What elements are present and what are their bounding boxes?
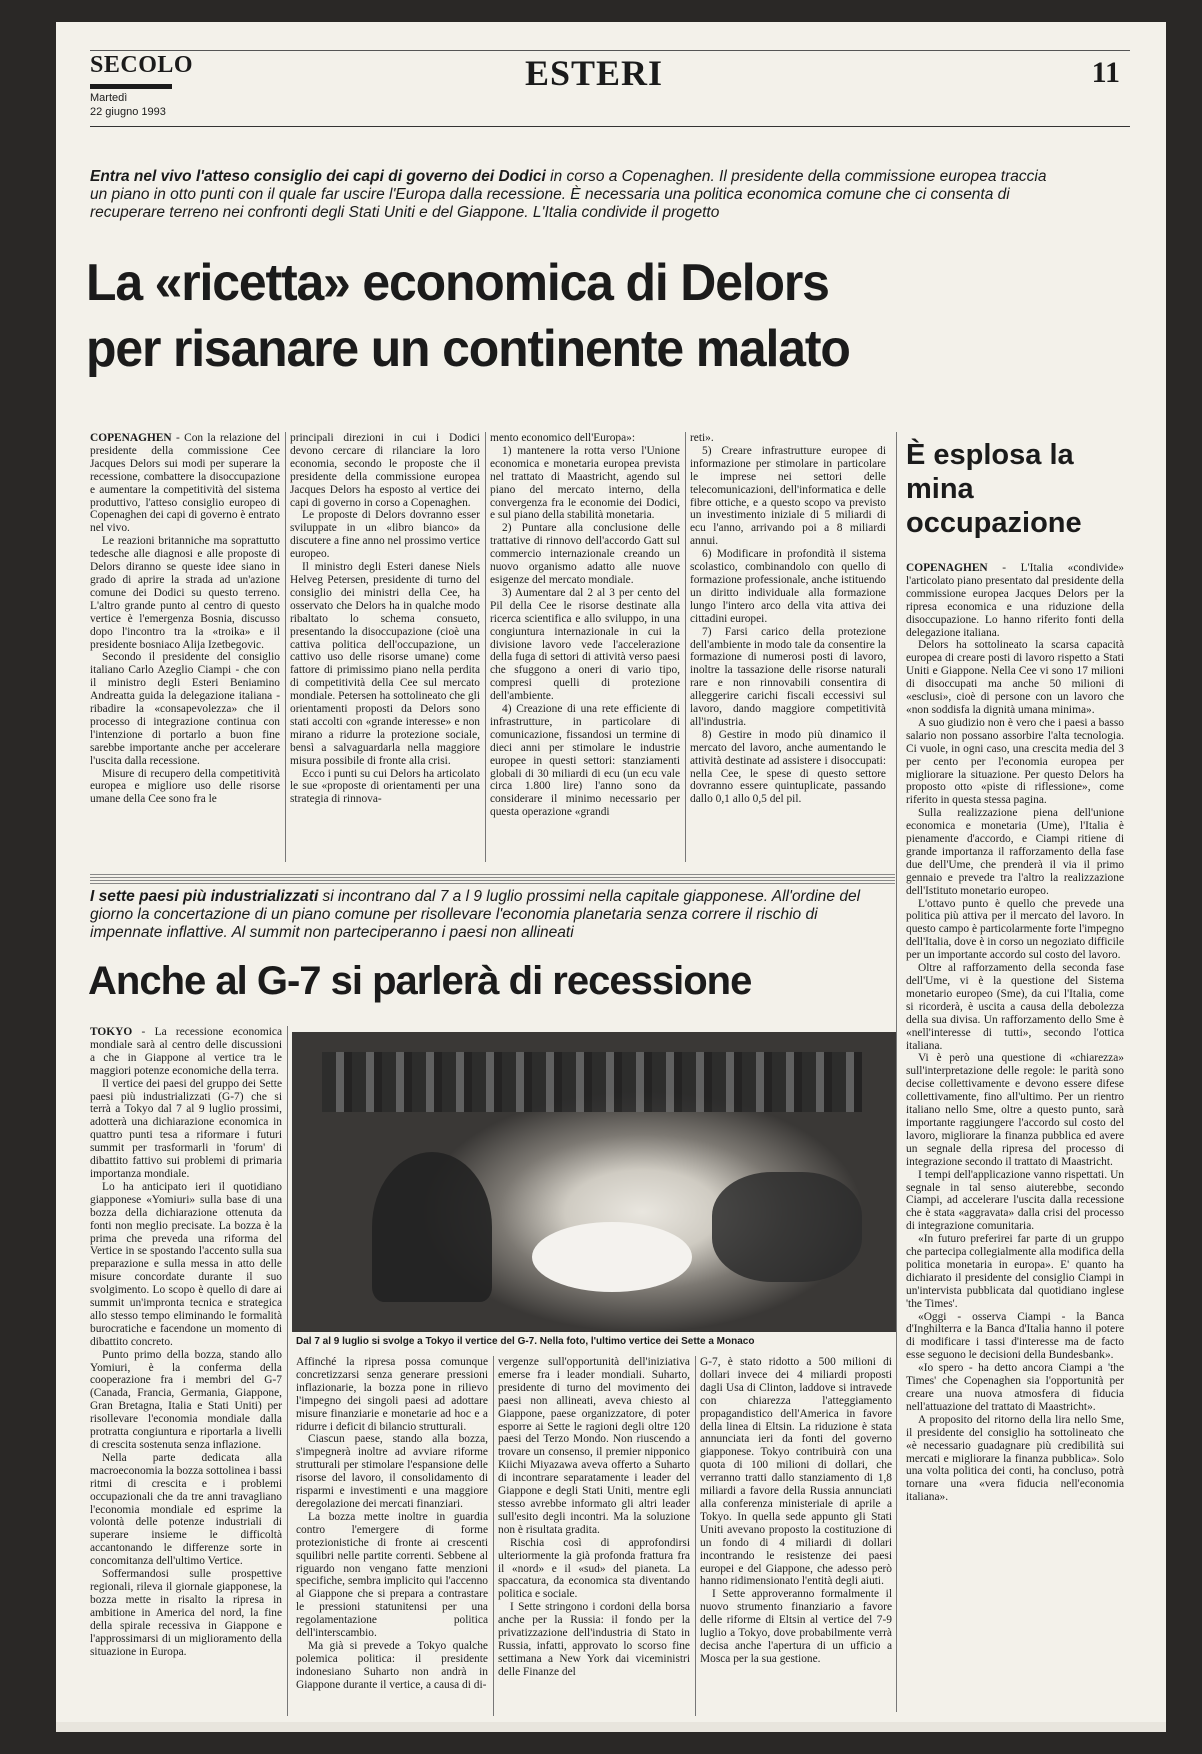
article1-col3-p4: 3) Aumentare dal 2 al 3 per cento del Pil della Cee le risorse destinate alla ricerca scientifica e allo sviluppo, in una congiuntura internazionale in cui la divisione lavoro vede l'accelerazione della fuga di settori di attività verso paesi che sfuggono a oneri di vario tipo, compresi quelli di protezione dell'ambiente. bbox=[490, 586, 680, 703]
article1-col1-p1 bbox=[90, 432, 280, 535]
article1-column-2 bbox=[290, 432, 480, 862]
sidebar-p10: «Oggi - osserva Ciampi - la Banca d'Inghilterra e la Banca d'Italia hanno il potere di modificare i tassi d'interesse ma de facto esse seguono le decisioni della Bundesbank». bbox=[906, 1310, 1124, 1362]
column-rule bbox=[685, 432, 686, 862]
sidebar-p6: Oltre al rafforzamento della seconda fase dell'Ume, vi è la questione del Sistema monetario europeo (Sme), da cui l'Italia, come si ricorderà, è uscita a causa della debolezza della sua divisa. Un rafforzamento dello Sme è «nell'interesse di tutti», secondo l'ottica italiana. bbox=[906, 962, 1124, 1052]
article2-col1-p1 bbox=[90, 1026, 282, 1078]
dateline: TOKYO bbox=[90, 1026, 133, 1038]
sidebar-column bbox=[906, 562, 1124, 1712]
article1-col4-p4: 7) Farsi carico della protezione dell'ambiente in modo tale da consentire la formazione di numerosi posti di lavoro, inoltre la tassazione delle risorse naturali rare e non rinnovabili consentira di alleggerire carichi fiscali eccessivi sul lavoro, dando maggiore competitività all'industria. bbox=[690, 625, 886, 728]
article1-col3-p3: 2) Puntare alla conclusione delle trattative di rinnovo dell'accordo Gatt sul commercio internazionale creando un nuovo organismo adatto alle nuove esigenze del mercato mondiale. bbox=[490, 522, 680, 586]
article2-col2-p1: Affinché la ripresa possa comunque concretizzarsi senza generare pressioni inflazionarie, la bozza pone in rilievo l'impegno dei singoli paesi ad adottare misure finanziarie e monetarie ad hoc e a ridurre i deficit di bilancio strutturali. bbox=[296, 1356, 488, 1433]
newspaper-page bbox=[56, 22, 1166, 1732]
article2-column-4 bbox=[700, 1356, 892, 1716]
article2-column-3 bbox=[498, 1356, 690, 1716]
sidebar-p5: L'ottavo punto è quello che prevede una politica più attiva per il mercato del lavoro. In questo campo è particolarmente forte l'impegno dell'Italia, dove è in corso un negoziato difficile per un importante accordo sul costo del lavoro. bbox=[906, 897, 1124, 962]
article2-col2-p2: Ciascun paese, stando alla bozza, s'impegnerà inoltre ad avviare riforme strutturali per stimolare l'espansione delle risorse del lavoro, il consolidamento di risparmi e investimenti e una maggiore deregolazione dei mercati finanziari. bbox=[296, 1433, 488, 1510]
article1-column-1 bbox=[90, 432, 280, 862]
article1-col4-p5: 8) Gestire in modo più dinamico il mercato del lavoro, anche aumentando le attività destinate ad assistere i disoccupati: nella Cee, le spese di questo settore dovranno essere quintuplicate, passando dallo 0,1 allo 0,5 del pil. bbox=[690, 728, 886, 806]
sidebar-p8: I tempi dell'applicazione vanno rispettati. Un segnale in tal senso aiuterebbe, secondo Ciampi, ad accelerare l'uscita dalla recessione che è stata «aggravata» dalla crisi del processo di integrazione comunitaria. bbox=[906, 1168, 1124, 1233]
column-rule bbox=[485, 432, 486, 862]
article1-col3-p2: 1) mantenere la rotta verso l'Unione economica e monetaria europea prevista nel trattato di Maastricht, agendo sul piano del mercato interno, della convergenza fra le economie dei Dodici, e sul piano della stabilità monetaria. bbox=[490, 444, 680, 522]
article1-col4-p3: 6) Modificare in profondità il sistema scolastico, combinandolo con quello di formazione professionale, anche istituendo un diritto individuale alla formazione lungo l'intero arco della vita attiva dei cittadini europei. bbox=[690, 548, 886, 625]
sidebar-p11: «Io spero - ha detto ancora Ciampi a 'the Times' che Copenaghen sia l'opportunità per creare una nuova atmosfera di fiducia nell'attuazione del trattato di Maastricht». bbox=[906, 1362, 1124, 1413]
article1-column-3 bbox=[490, 432, 680, 862]
article1-headline-line1: La «ricetta» economica di Delors bbox=[86, 254, 829, 312]
article2-col4-p1: G-7, è stato ridotto a 500 milioni di dollari invece dei 4 miliardi proposti dagli Usa di Clinton, laddove si intravede con chiarezza l'atteggiamento propagandistico dell'America in favore della linea di Eltsin. La riduzione è stata annunciata ieri da fonti del governo giapponese. Tokyo contribuirà con una quota di 100 milioni di dollari, che verranno tratti dallo stanziamento di 1,8 miliardi a favore della Russia annunciati alla conferenza ministeriale di aprile a Tokyo. In quella sede appunto gli Stati Uniti avevano proposto la costituzione di un fondo di 4 miliardi di dollari incontrando le resistenze dei paesi europei e del Giappone, che adesso però hanno ridimensionato l'entità degli aiuti. bbox=[700, 1356, 892, 1588]
article1-col1-p2: Le reazioni britanniche ma soprattutto tedesche alle diagnosi e alle proposte di Delors diranno se queste idee siano in grado di aprire la strada ad un'azione comune dei Dodici su questo terreno. L'altro grande punto al centro di questo vertice è l'emergenza Bosnia, discusso dopo l'incontro tra la «troika» e il presidente bosniaco Alija Izetbegovic. bbox=[90, 535, 280, 651]
article2-col2-p4: Ma già si prevede a Tokyo qualche polemica politica: il presidente indonesiano Suharto non andrà in Giappone durante il vertice, a causa di di- bbox=[296, 1639, 488, 1691]
article1-col4-p2: 5) Creare infrastrutture europee di informazione per stimolare in particolare le imprese nei settori delle telecomunicazioni, dell'informatica e delle fibre ottiche, e a questo scopo va previsto un investimento iniziale di 5 miliardi di ecu l'anno, arrivando poi a 8 miliardi annui. bbox=[690, 444, 886, 548]
article1-kicker bbox=[90, 168, 1050, 222]
column-rule bbox=[896, 432, 897, 1712]
issue-date: 22 giugno 1993 bbox=[90, 106, 166, 118]
column-rule bbox=[285, 432, 286, 862]
article1-col2-p2: Le proposte di Delors dovranno esser sviluppate in un «libro bianco» da discutere a fine anno nel prossimo vertice europeo. bbox=[290, 509, 480, 561]
photo-background-figures bbox=[322, 1052, 862, 1112]
paper-name: SECOLO bbox=[90, 52, 194, 78]
article1-kicker-bold: Entra nel vivo l'atteso consiglio dei capi di governo dei Dodici bbox=[90, 168, 546, 185]
dateline: COPENAGHEN bbox=[906, 562, 988, 574]
sidebar-p7: Vi è però una questione di «chiarezza» sull'interpretazione delle regole: le parità sono decise collettivamente e devono essere difese collettivamente, fino all'ultimo. Per un rientro italiano nello Sme, oltre a questo punto, sarà importante raggiungere l'accordo sul costo del lavoro, migliorare la finanza pubblica ed avere un segnale della ripresa del processo di integrazione secondo il trattato di Maastricht. bbox=[906, 1052, 1124, 1168]
article2-col1-p5: Nella parte dedicata alla macroeconomia la bozza sottolinea i bassi ritmi di crescita e i problemi occupazionali che da tre anni travagliano l'economia mondiale ed esprime la volontà delle potenze industriali di superare insieme le difficoltà accantonando le differenze sorte in concomitanza dell'ultimo Vertice. bbox=[90, 1451, 282, 1568]
masthead-rule bbox=[90, 126, 1130, 127]
article2-col1-p1-text: - La recessione economica mondiale sarà al centro delle discussioni a che in Giappone al vertice tra le maggiori potenze economiche della terra. bbox=[90, 1026, 282, 1077]
article1-col4-p1: reti». bbox=[690, 432, 714, 444]
article1-col3-p5: 4) Creazione di una rete efficiente di infrastrutture, in particolare di comunicazione, fissandosi un termine di dieci anni per stimolare le industrie europee in questi settori: stanziamenti globali di 30 miliardi di ecu (un ecu vale circa 1.800 lire) l'anno sono da considerare il minimo necessario per questa operazione «grandi bbox=[490, 703, 680, 819]
top-rule bbox=[90, 50, 1130, 51]
masthead bbox=[90, 52, 1130, 132]
article2-column-2 bbox=[296, 1356, 488, 1716]
article2-headline: Anche al G-7 si parlerà di recessione bbox=[88, 959, 752, 1003]
article2-col3-p2: Rischia così di approfondirsi ulteriormente la già profonda frattura fra il «nord» e il «sud» del pianeta. La spaccatura, da economica sta diventando politica e sociale. bbox=[498, 1536, 690, 1601]
article1-col1-p1-text: - Con la relazione del presidente della commissione Cee Jacques Delors sui modi per superare la recessione, combattere la disoccupazione e aumentare la competitività del sistema produttivo, l'atteso consiglio europeo di Copenaghen dei capi di governo è entrato nel vivo. bbox=[90, 432, 280, 535]
paper-name-bar bbox=[90, 84, 172, 89]
sidebar-p3: A suo giudizio non è vero che i paesi a basso salario non possano assorbire l'alta tecnologia. Ci vuole, in ogni caso, una crescita media del 3 per cento per l'economia europea per migliorare la situazione. Per questo Delors ha proposto otto «piste di riflessione», come riferito in questa stessa pagina. bbox=[906, 716, 1124, 807]
photo-figure-left bbox=[372, 1152, 492, 1302]
photo-caption: Dal 7 al 9 luglio si svolge a Tokyo il vertice del G-7. Nella foto, l'ultimo vertice dei Sette a Monaco bbox=[296, 1336, 755, 1347]
g7-summit-photo bbox=[292, 1032, 896, 1332]
page-number: 11 bbox=[1091, 56, 1120, 89]
article1-column-4 bbox=[690, 432, 886, 862]
dateline: COPENAGHEN bbox=[90, 432, 172, 444]
article1-col2-p1: principali direzioni in cui i Dodici devono cercare di rilanciare la loro economia, secondo le proposte che il presidente della commissione europea Jacques Delors ha esposto al vertice dei capi di governo in corso a Copenaghen. bbox=[290, 432, 480, 509]
sidebar-p12: A proposito del ritorno della lira nello Sme, il presidente del consiglio ha sottolineato che «è necessario guadagnare più credibilità sui mercati e migliorare la finanza pubblica». Solo una volta politica dei conti, ha concluso, potrà tornare una «vera fiducia nell'economia italiana». bbox=[906, 1413, 1124, 1504]
article2-column-1 bbox=[90, 1026, 282, 1716]
sidebar-p2: Delors ha sottolineato la scarsa capacità europea di creare posti di lavoro rispetto a Stati Uniti e Giappone. Nella Cee vi sono 17 milioni di disoccupati ma anche 50 milioni di «esclusi», cioè di persone con un lavoro che «non soddisfa la dignità umana minima». bbox=[906, 639, 1124, 716]
article2-col2-p3: La bozza mette inoltre in guardia contro l'emergere di forme protezionistiche di fronte ai crescenti squilibri nelle partite correnti. Sebbene al riguardo non vengano fatte menzioni specifiche, sembra implicito qui l'accenno al Giappone che si prepara a contrastare le pressioni statunitensi per una regolamentazione politica dell'interscambio. bbox=[296, 1510, 488, 1640]
sidebar-p1 bbox=[906, 562, 1124, 639]
article2-col1-p6: Soffermandosi sulle prospettive regionali, rileva il giornale giapponese, la bozza mette in risalto la ripresa in ambitione in America del nord, la fine della spirale recessiva in Giappone e l'approssimarsi di un miglioramento della situazione in Europa. bbox=[90, 1568, 282, 1658]
article1-kicker-rest: in corso a Copenaghen. Il presidente della commissione europea traccia un piano in otto punti con il quale far uscire l'Europa dalla recessione. È necessaria una politica economica comune che ci consenta di recuperare terreno nei confronti degli Stati Uniti e del Giappone. L'Italia condivide il progetto bbox=[90, 168, 1047, 221]
page-bottom-edge bbox=[56, 1722, 1166, 1732]
article1-col2-p3: Il ministro degli Esteri danese Niels Helveg Petersen, presidente di turno del consiglio dei ministri della Cee, ha osservato che Delors ha in qualche modo ribaltato lo schema consueto, presentando la disoccupazione (cioè una cattiva politica dell'occupazione, un cattivo uso delle risorse umane) come fattore di primissimo piano nella perdita di competitività della Cee sul mercato mondiale. Petersen ha sottolineato che gli orientamenti proposti da Delors sono stati accolti con «grande interesse» e non mirano a ridurre la protezione sociale, bensì a salvaguardarla nella maggiore misura possibile di fronte alla crisi. bbox=[290, 561, 480, 767]
sidebar-p9: «In futuro preferirei far parte di un gruppo che partecipa collegialmente alla modifica della politica monetaria in europa». E' quanto ha dichiarato il presidente del consiglio Ciampi in un'intervista pubblicata dal quotidiano inglese 'the Times'. bbox=[906, 1233, 1124, 1310]
article2-col1-p2: Il vertice dei paesi del gruppo dei Sette paesi più industrializzati (G-7) che si terrà a Tokyo dal 7 al 9 luglio prossimi, adotterà una dichiarazione economica in quattro punti tesa a riformare i futuri summit per trasformarli in 'forum' di dibattito fattivo sui problemi di primaria importanza mondiale. bbox=[90, 1077, 282, 1180]
article2-kicker-rest: si incontrano dal 7 a l 9 luglio prossimi nella capitale giapponese. All'ordine del giorno la concertazione di un piano comune per risollevare l'economia planetaria senza correre il rischio di impennate inflattive. Al summit non parteciperanno i paesi non allineati bbox=[90, 888, 861, 941]
sidebar-p1-text: - L'Italia «condivide» l'articolato piano presentato dal presidente della commissione europea Jacques Delors per la ripresa economica e una riduzione della disoccupazione. Lo hanno riferito fonti della delegazione italiana. bbox=[906, 562, 1124, 639]
column-rule bbox=[695, 1356, 696, 1716]
article1-col2-p4: Ecco i punti su cui Delors ha articolato le sue «proposte di orientamenti per una strategia di rinnova- bbox=[290, 767, 480, 806]
article2-col3-p1: vergenze sull'opportunità dell'iniziativa emerse fra i leader mondiali. Suharto, presidente di turno del movimento dei paesi non allineati, aveva chiesto al Giappone, paese organizzatore, di poter esporre ai Sette le ragioni degli oltre 120 paesi del Terzo Mondo. Non riuscendo a trovare un consenso, il premier nipponico Kiichi Miyazawa aveva offerto a Suharto di incontrare separatamente i leader del Giappone e degli Stati Uniti, mentre egli stesso avrebbe informato gli altri leader sull'esito degli incontri. Ma la soluzione non è risultata gradita. bbox=[498, 1356, 690, 1536]
column-rule bbox=[493, 1356, 494, 1716]
article2-col1-p4: Punto primo della bozza, stando allo Yomiuri, è la conferma della cooperazione fra i membri del G-7 (Canada, Francia, Germania, Giappone, Gran Bretagna, Italia e Stati Uniti) per risollevare l'economia mondiale dalla protratta congiuntura e riportarla a livelli di crescita sostenuta senza inflazione. bbox=[90, 1348, 282, 1451]
article2-kicker bbox=[90, 888, 890, 942]
photo-table bbox=[532, 1222, 692, 1292]
issue-day: Martedì bbox=[90, 92, 128, 104]
article2-col3-p3: I Sette stringono i cordoni della borsa anche per la Russia: il fondo per la privatizzazione dell'industria di Stato in Russia, infatti, approvato lo scorso fine settimana a New York dai viceministri delle Finanze del bbox=[498, 1601, 690, 1678]
article2-kicker-bold: I sette paesi più industrializzati bbox=[90, 888, 319, 905]
article2-col1-p3: Lo ha anticipato ieri il quotidiano giapponese «Yomiuri» sulla base di una bozza della dichiarazione ottenuta da fonti non meglio precisate. La bozza è la prima che preveda una riforma del Vertice in se spostando l'accento sulla sua preparazione e sulla messa in atto delle misure concordate durante il suo svolgimento. Lo scopo è quello di dare ai summit un'impronta tecnica e strategica allo stesso tempo eliminando le formalità burocratiche e facendone un momento di dibattito concreto. bbox=[90, 1180, 282, 1348]
section-name: ESTERI bbox=[525, 53, 664, 93]
article1-col3-p1: mento economico dell'Europa»: bbox=[490, 432, 636, 444]
sidebar-p4: Sulla realizzazione piena dell'unione economica e monetaria (Ume), l'Italia è pienamente d'accordo, e Ciampi ritiene di grande importanza il rafforzamento della fase due dell'Ume, che prenderà il via il primo gennaio e prevede tra l'altro la realizzazione dell'Istituto monetario europeo. bbox=[906, 807, 1124, 897]
article1-col1-p4: Misure di recupero della competitività europea e migliore uso delle risorse umane della Cee sono fra le bbox=[90, 767, 280, 806]
article2-col4-p2: I Sette approveranno formalmente il nuovo strumento finanziario a favore delle riforme di Eltsin al vertice del 7-9 luglio a Tokyo, dove probabilmente verrà decisa anche l'apertura di un ufficio a Mosca per la sua gestione. bbox=[700, 1588, 892, 1665]
section-divider-band bbox=[90, 874, 895, 884]
photo-figure-right bbox=[712, 1172, 862, 1282]
article1-col1-p3: Secondo il presidente del consiglio italiano Carlo Azeglio Ciampi - che con il ministro degli Esteri Beniamino Andreatta guida la delegazione italiana - ribadire la «consapevolezza» che il processo di integrazione continua con l'intenzione di portarlo a buon fine sarebbe importante anche per accelerare l'uscita dalla recessione. bbox=[90, 651, 280, 767]
column-rule bbox=[287, 1026, 288, 1716]
article1-headline bbox=[86, 250, 1027, 382]
sidebar-headline: È esplosa la mina occupazione bbox=[906, 439, 1082, 539]
article1-headline-line2: per risanare un continente malato bbox=[86, 320, 850, 378]
